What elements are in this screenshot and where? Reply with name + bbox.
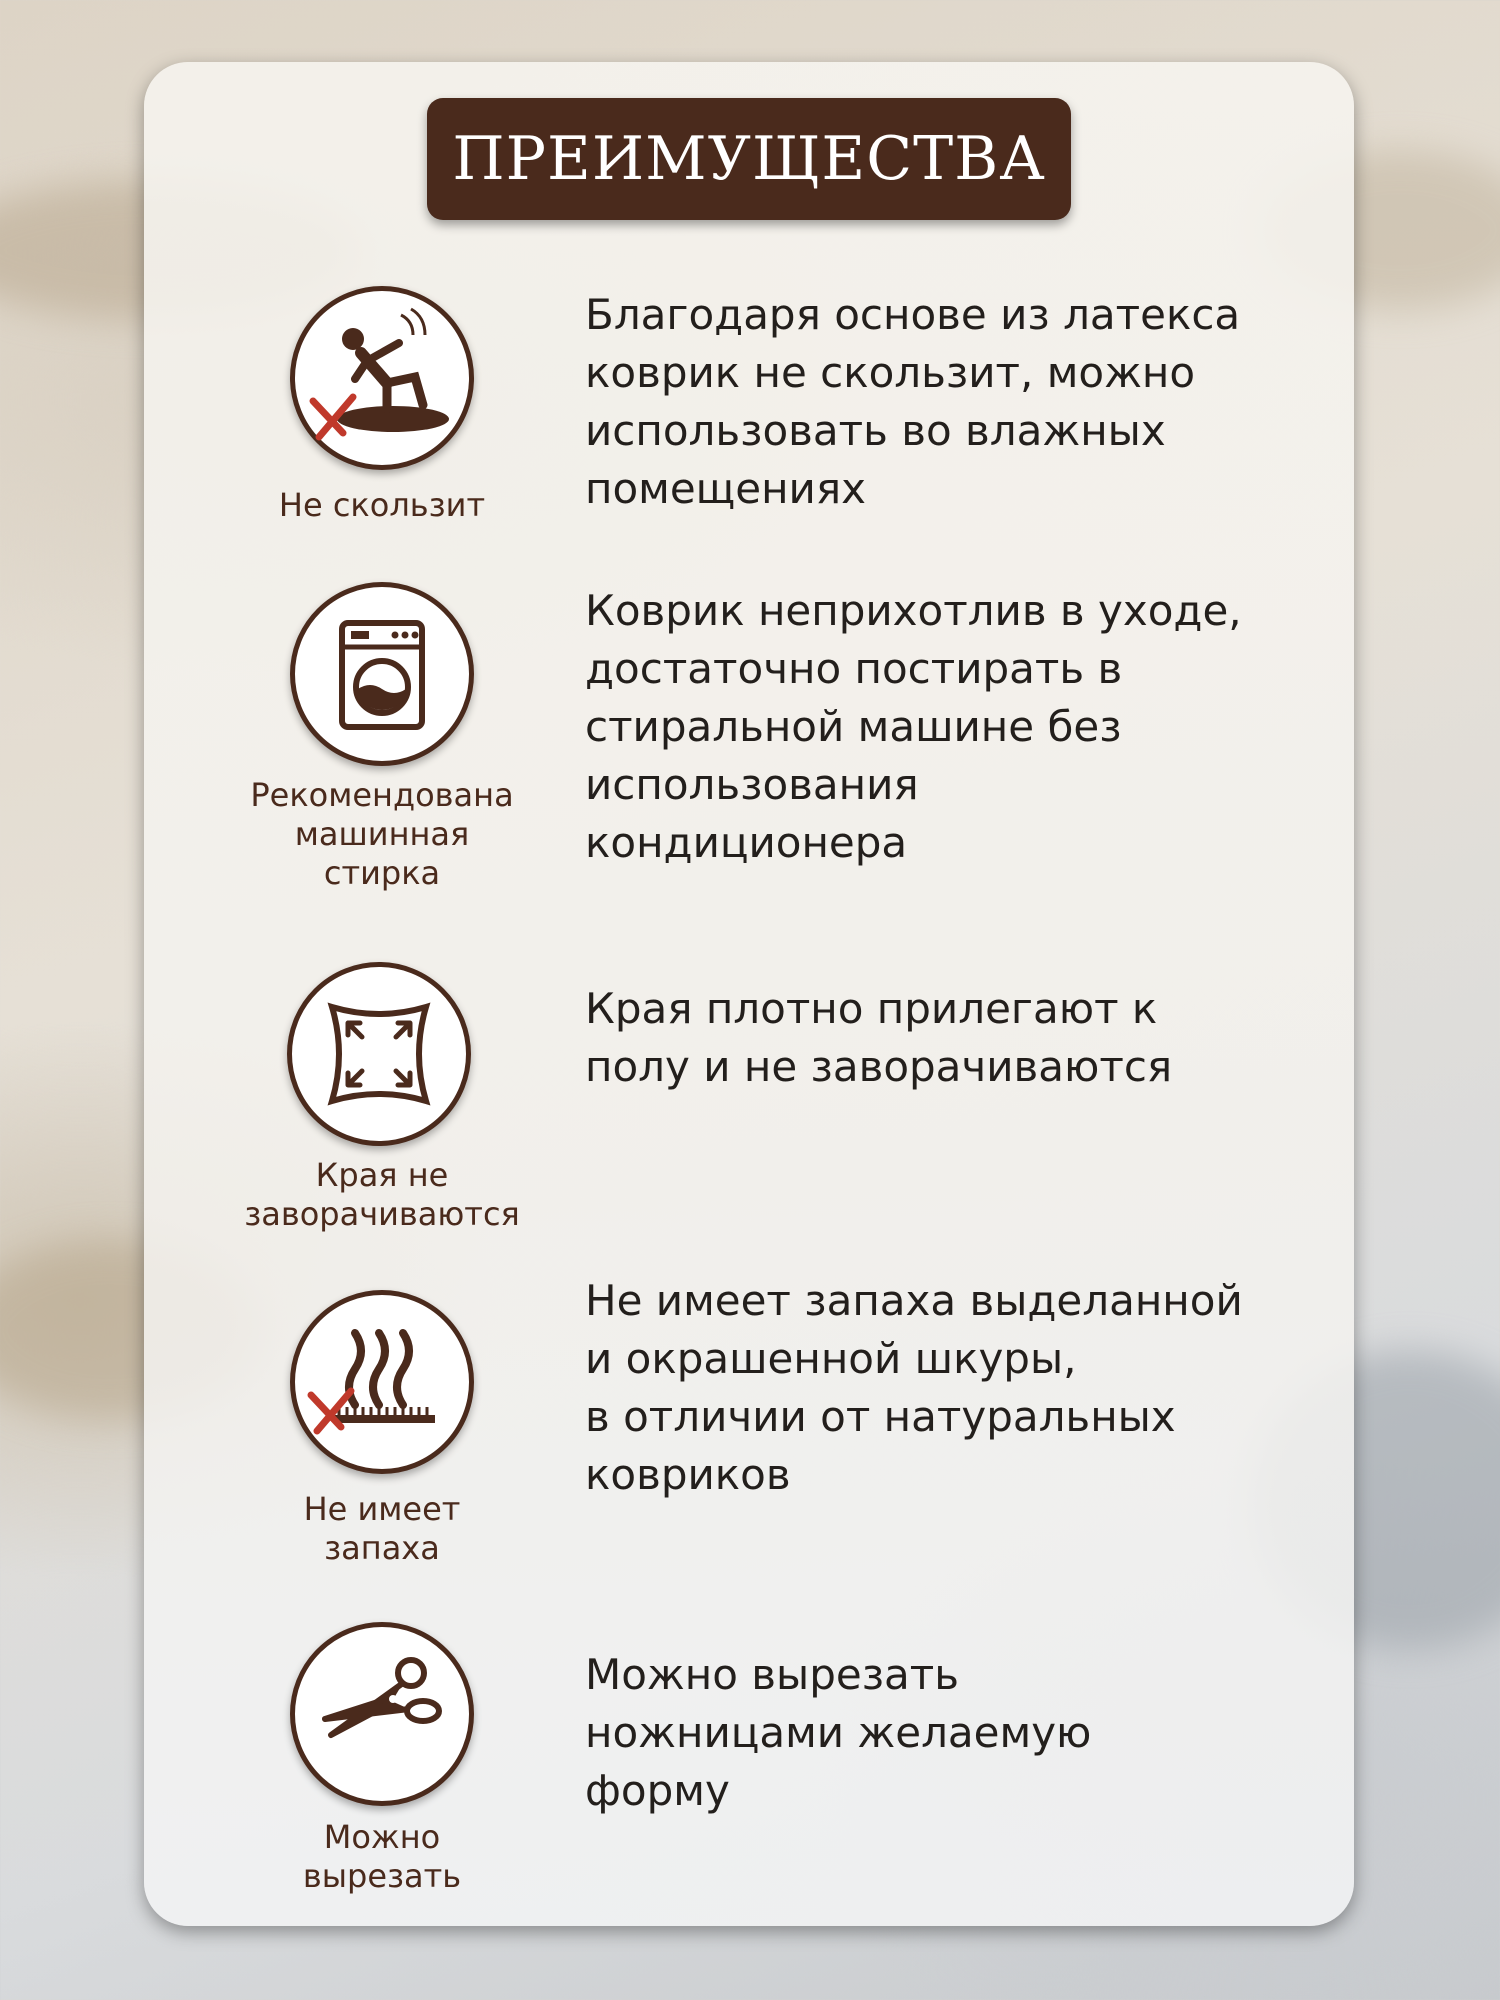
text-line: Можно вырезать xyxy=(585,1650,959,1699)
text-line: Благодаря основе из латекса xyxy=(585,290,1241,339)
text-line: достаточно постирать в xyxy=(585,644,1123,693)
text-line: форму xyxy=(585,1766,730,1815)
text-line: в отличии от натуральных xyxy=(585,1392,1176,1441)
feature-label-machine-wash xyxy=(232,776,532,893)
text-line: использовать во влажных xyxy=(585,406,1166,455)
text-line: стиральной машине без xyxy=(585,702,1122,751)
text-line: запаха xyxy=(324,1529,440,1567)
text-line: Края плотно прилегают к xyxy=(585,984,1158,1033)
text-line: Коврик неприхотлив в уходе, xyxy=(585,586,1242,635)
text-line: помещениях xyxy=(585,464,866,513)
feature-description-no-slip xyxy=(585,286,1305,518)
feature-label-flat-edges xyxy=(232,1156,532,1234)
text-line: Края не xyxy=(315,1156,449,1194)
flat-edges-icon xyxy=(287,962,471,1146)
text-line: коврик не скользит, можно xyxy=(585,348,1196,397)
feature-description-machine-wash xyxy=(585,582,1305,872)
no-slip-icon xyxy=(290,286,474,470)
text-line: Можно xyxy=(323,1818,441,1856)
text-line: Рекомендована xyxy=(250,776,514,814)
text-line: заворачиваются xyxy=(244,1195,520,1233)
scissors-icon xyxy=(290,1622,474,1806)
text-line: полу и не заворачиваются xyxy=(585,1042,1173,1091)
feature-label-no-odor xyxy=(232,1490,532,1568)
washing-machine-icon xyxy=(290,582,474,766)
page-title: ПРЕИМУЩЕСТВА xyxy=(452,124,1046,194)
text-line: использования xyxy=(585,760,919,809)
feature-description-no-odor xyxy=(585,1272,1305,1504)
feature-description-flat-edges xyxy=(585,980,1305,1096)
text-line: машинная xyxy=(294,815,470,853)
text-line: вырезать xyxy=(302,1857,462,1895)
text-line: Не имеет xyxy=(303,1490,461,1528)
feature-label-no-slip xyxy=(232,486,532,525)
title-badge xyxy=(427,98,1071,220)
text-line: кондиционера xyxy=(585,818,908,867)
text-line: Не скользит xyxy=(278,486,486,524)
text-line: ковриков xyxy=(585,1450,791,1499)
text-line: ножницами желаемую xyxy=(585,1708,1092,1757)
text-line: и окрашенной шкуры, xyxy=(585,1334,1077,1383)
text-line: стирка xyxy=(323,854,441,892)
feature-description-cuttable xyxy=(585,1646,1305,1820)
text-line: Не имеет запаха выделанной xyxy=(585,1276,1243,1325)
feature-label-cuttable xyxy=(232,1818,532,1896)
no-odor-icon xyxy=(290,1290,474,1474)
